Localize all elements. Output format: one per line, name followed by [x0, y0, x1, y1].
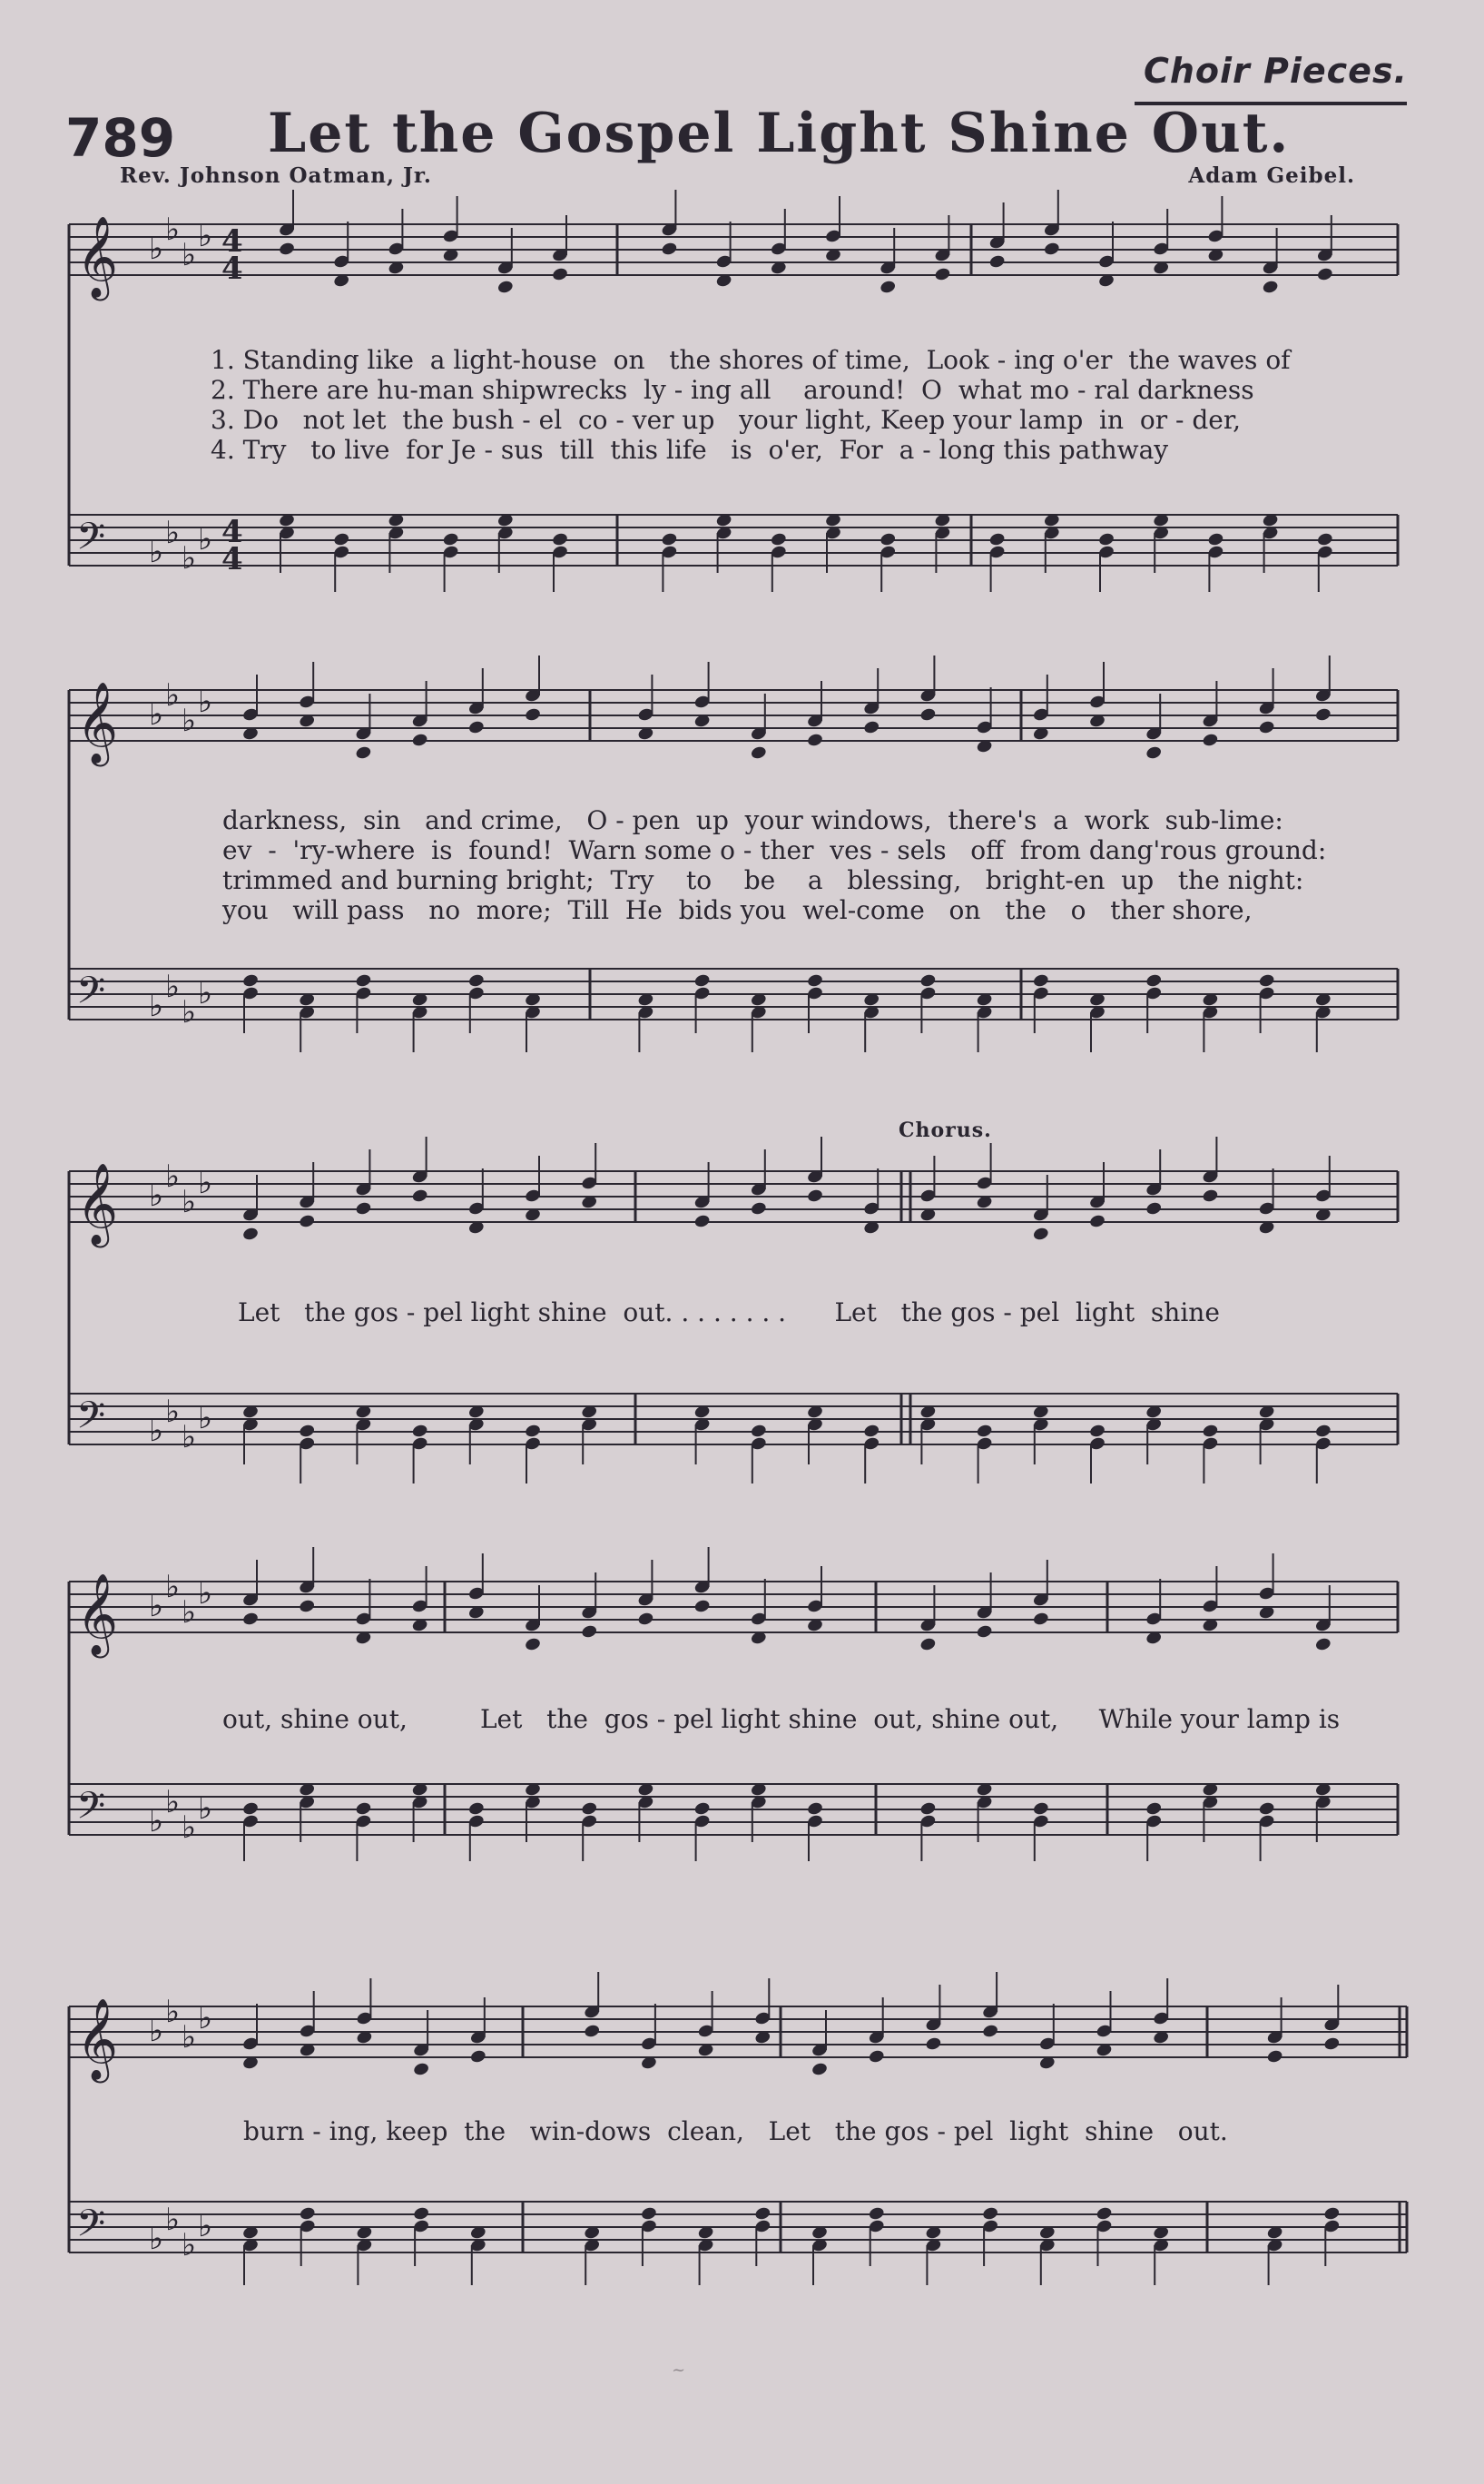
bass-note	[467, 1801, 485, 1817]
flat-icon: ♭	[149, 534, 164, 570]
flat-icon: ♭	[149, 696, 164, 733]
treble-note	[880, 280, 897, 295]
treble-note	[750, 745, 767, 761]
treble-note	[811, 2062, 828, 2077]
flat-icon: ♭	[165, 1784, 181, 1820]
bass-note	[241, 1801, 259, 1817]
flat-icon: ♭	[149, 2013, 164, 2049]
treble-note	[278, 242, 295, 257]
bass-note	[754, 2206, 771, 2222]
treble-clef-icon: 𝄞	[76, 1998, 119, 2080]
bass-note	[1088, 1424, 1106, 1439]
treble-note	[1088, 1214, 1106, 1229]
treble-note	[1258, 720, 1275, 735]
flat-icon: ♭	[149, 1413, 164, 1449]
bass-note	[1202, 1424, 1219, 1439]
treble-note	[976, 1624, 993, 1640]
hymn-number: 789	[65, 107, 176, 169]
treble-note	[241, 1612, 259, 1627]
flat-icon: ♭	[165, 969, 181, 1005]
treble-note	[1145, 745, 1163, 761]
bass-note	[693, 973, 711, 989]
flat-icon: ♭	[198, 975, 213, 1011]
page-smudge: ~	[672, 2361, 686, 2380]
chorus-line-2: out, shine out, Let the gos - pel light shine out, shine out, While your lamp is	[222, 1704, 1341, 1734]
treble-note	[1323, 2036, 1341, 2052]
bass-note	[1096, 2206, 1113, 2222]
treble-note	[413, 2062, 430, 2077]
treble-note	[806, 1188, 823, 1204]
flat-icon: ♭	[198, 684, 213, 720]
verse-3-line-2: trimmed and burning bright; Try to be a blessing, bright-en up the night:	[222, 865, 1304, 895]
flat-icon: ♭	[182, 237, 197, 273]
treble-note	[1202, 733, 1219, 748]
treble-note	[469, 2049, 486, 2065]
treble-note	[1145, 1201, 1163, 1217]
flat-icon: ♭	[165, 1394, 181, 1430]
flat-icon: ♭	[165, 677, 181, 714]
hymn-title: Let the Gospel Light Shine Out.	[268, 102, 1291, 165]
flat-icon: ♭	[198, 2208, 213, 2244]
chorus-line-3: burn - ing, keep the win-dows clean, Let the gos - pel light shine out.	[243, 2116, 1228, 2146]
treble-note	[693, 1214, 711, 1229]
chorus-line-1: Let the gos - pel light shine out. . . . . . . . Let the gos - pel light shine	[238, 1297, 1220, 1327]
treble-note	[1043, 242, 1060, 257]
flat-icon: ♭	[149, 1803, 164, 1839]
flat-icon: ♭	[198, 1790, 213, 1827]
treble-note	[1202, 1188, 1219, 1204]
treble-clef-icon: 𝄞	[76, 216, 119, 298]
bass-note	[241, 973, 259, 989]
flat-icon: ♭	[198, 1575, 213, 1612]
bass-note	[863, 1424, 880, 1439]
bass-note	[299, 1424, 316, 1439]
flat-icon: ♭	[149, 2221, 164, 2257]
treble-note	[355, 1201, 372, 1217]
bass-note	[919, 973, 937, 989]
treble-note	[934, 267, 951, 282]
bass-note	[1314, 1424, 1332, 1439]
bass-clef-icon: 𝄢	[76, 1394, 106, 1446]
treble-note	[637, 1612, 654, 1627]
treble-note	[982, 2024, 999, 2039]
bass-note	[806, 973, 823, 989]
flat-icon: ♭	[182, 703, 197, 739]
bass-note	[1097, 532, 1115, 547]
bass-note	[1032, 1801, 1049, 1817]
treble-note	[925, 2036, 942, 2052]
bass-clef-icon: 𝄢	[76, 515, 106, 567]
chorus-label: Chorus.	[899, 1119, 992, 1142]
bass-clef-icon: 𝄢	[76, 2202, 106, 2254]
flat-icon: ♭	[165, 515, 181, 551]
flat-icon: ♭	[182, 1809, 197, 1846]
bass-note	[299, 2206, 316, 2222]
bass-note	[919, 1801, 937, 1817]
flat-icon: ♭	[182, 994, 197, 1030]
bass-note	[693, 1801, 711, 1817]
bass-note	[880, 532, 897, 547]
treble-note	[919, 1637, 937, 1652]
time-signature-top: 4	[221, 514, 243, 550]
flat-icon: ♭	[165, 1569, 181, 1605]
treble-note	[806, 733, 823, 748]
bass-note	[581, 1801, 598, 1817]
bass-note	[467, 973, 485, 989]
bass-note	[1032, 973, 1049, 989]
bass-note	[806, 1801, 823, 1817]
treble-note	[551, 267, 568, 282]
bass-note	[1258, 1801, 1275, 1817]
treble-note	[1314, 707, 1332, 723]
bass-note	[976, 1424, 993, 1439]
treble-note	[1314, 1637, 1332, 1652]
flat-icon: ♭	[198, 1400, 213, 1436]
flat-icon: ♭	[198, 218, 213, 254]
treble-note	[1032, 1227, 1049, 1242]
flat-icon: ♭	[182, 540, 197, 577]
composer-credit: Adam Geibel.	[1188, 163, 1355, 188]
bass-note	[1145, 973, 1163, 989]
verse-4-line-1: 4. Try to live for Je - sus till this life is o'er, For a - long this pathway	[211, 435, 1169, 465]
section-heading: Choir Pieces.	[1143, 51, 1408, 91]
verse-2-line-1: 2. There are hu-man shipwrecks ly - ing all around! O what mo - ral darkness	[211, 375, 1254, 405]
flat-icon: ♭	[182, 2019, 197, 2055]
bass-note	[355, 1801, 372, 1817]
bass-note	[442, 532, 459, 547]
bass-note	[982, 2206, 999, 2222]
flat-icon: ♭	[165, 212, 181, 248]
verse-1-line-1: 1. Standing like a light-house on the shores of time, Look - ing o'er the waves of	[211, 345, 1291, 375]
bass-note	[640, 2206, 657, 2222]
verse-2-line-2: ev - 'ry-where is found! Warn some o - ther ves - sels off from dang'rous ground:	[222, 835, 1327, 865]
verse-1-line-2: darkness, sin and crime, O - pen up your windows, there's a work sub-lime:	[222, 805, 1283, 835]
treble-note	[1316, 267, 1333, 282]
bass-note	[551, 532, 568, 547]
bass-clef-icon: 𝄢	[76, 969, 106, 1021]
treble-note	[919, 707, 937, 723]
flat-icon: ♭	[165, 1158, 181, 1195]
flat-icon: ♭	[165, 2202, 181, 2238]
treble-note	[241, 1227, 259, 1242]
treble-note	[355, 745, 372, 761]
treble-note	[496, 280, 514, 295]
treble-note	[467, 720, 485, 735]
treble-clef-icon: 𝄞	[76, 1573, 119, 1655]
bass-note	[333, 532, 350, 547]
bass-note	[355, 973, 372, 989]
bass-note	[1145, 1801, 1163, 1817]
treble-note	[299, 1214, 316, 1229]
treble-clef-icon: 𝄞	[76, 1163, 119, 1245]
flat-icon: ♭	[182, 1594, 197, 1631]
treble-note	[1262, 280, 1279, 295]
treble-note	[693, 1599, 711, 1614]
flat-icon: ♭	[149, 231, 164, 267]
flat-icon: ♭	[165, 1994, 181, 2030]
treble-note	[584, 2024, 601, 2039]
bass-note	[1316, 532, 1333, 547]
treble-note	[661, 242, 678, 257]
treble-note	[750, 1201, 767, 1217]
bass-note	[661, 532, 678, 547]
treble-note	[299, 1599, 316, 1614]
bass-note	[770, 532, 787, 547]
treble-note	[863, 720, 880, 735]
bass-note	[1207, 532, 1224, 547]
flat-icon: ♭	[198, 1165, 213, 1201]
bass-note	[1258, 973, 1275, 989]
bass-clef-icon: 𝄢	[76, 1784, 106, 1837]
treble-note	[1032, 1612, 1049, 1627]
flat-icon: ♭	[149, 1178, 164, 1214]
flat-icon: ♭	[149, 988, 164, 1024]
flat-icon: ♭	[198, 2000, 213, 2036]
treble-note	[988, 254, 1006, 270]
lyricist-credit: Rev. Johnson Oatman, Jr.	[120, 163, 432, 188]
treble-note	[868, 2049, 885, 2065]
flat-icon: ♭	[149, 1588, 164, 1624]
treble-note	[524, 1637, 541, 1652]
verse-4-line-2: you will pass no more; Till He bids you wel-come on the o ther shore,	[222, 895, 1253, 925]
flat-icon: ♭	[182, 1184, 197, 1220]
bass-note	[868, 2206, 885, 2222]
treble-note	[1266, 2049, 1283, 2065]
time-signature-bottom: 4	[221, 251, 243, 287]
time-signature-bottom: 4	[221, 541, 243, 577]
bass-note	[750, 1424, 767, 1439]
treble-note	[581, 1624, 598, 1640]
bass-note	[1323, 2206, 1341, 2222]
flat-icon: ♭	[182, 2227, 197, 2263]
bass-note	[411, 1424, 428, 1439]
flat-icon: ♭	[198, 521, 213, 557]
treble-note	[411, 1188, 428, 1204]
flat-icon: ♭	[182, 1419, 197, 1455]
treble-note	[411, 733, 428, 748]
bass-note	[524, 1424, 541, 1439]
treble-clef-icon: 𝄞	[76, 682, 119, 764]
time-signature-top: 4	[221, 223, 243, 260]
treble-note	[524, 707, 541, 723]
verse-3-line-1: 3. Do not let the bush - el co - ver up your light, Keep your lamp in or - der,	[211, 405, 1242, 435]
bass-note	[413, 2206, 430, 2222]
bass-note	[988, 532, 1006, 547]
